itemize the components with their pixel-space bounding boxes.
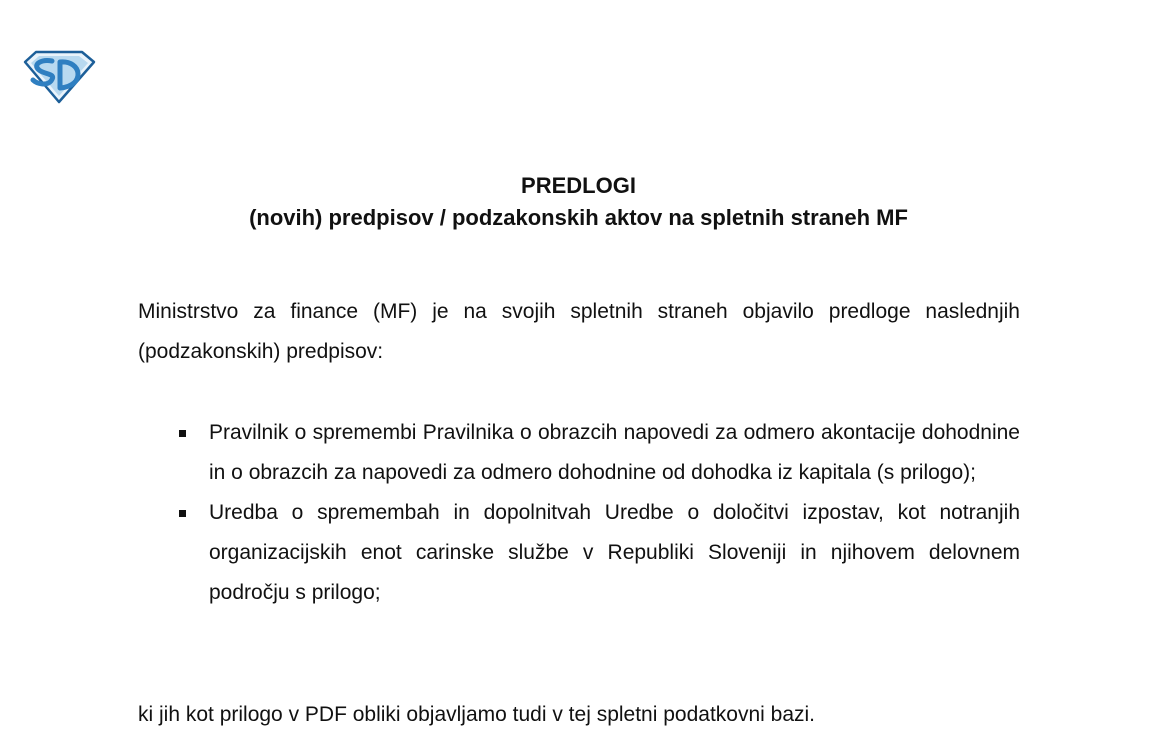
list-item <box>175 493 1020 613</box>
list-item-text: Uredba o spremembah in dopolnitvah Uredbe o določitvi izpostav, kot notranjih organizacijskih enot carinske službe v Republiki Sloveniji in njihovem delovnem področju s prilogo; <box>209 501 1020 604</box>
document-subtitle: (novih) predpisov / podzakonskih aktov na spletnih straneh MF <box>249 205 908 230</box>
list-item <box>175 413 1020 493</box>
sd-shield-logo-icon <box>22 48 96 104</box>
document-heading <box>0 170 1157 234</box>
regulation-list <box>175 413 1020 613</box>
square-bullet-icon <box>179 510 186 517</box>
closing-paragraph: ki jih kot prilogo v PDF obliki objavljamo tudi v tej spletni podatkovni bazi. <box>138 703 815 726</box>
square-bullet-icon <box>179 430 186 437</box>
intro-paragraph: Ministrstvo za finance (MF) je na svojih spletnih straneh objavilo predloge naslednjih (podzakonskih) predpisov: <box>138 300 1020 363</box>
list-item-text: Pravilnik o spremembi Pravilnika o obrazcih napovedi za odmero akontacije dohodnine in o obrazcih za napovedi za odmero dohodnine od dohodka iz kapitala (s prilogo); <box>209 421 1020 484</box>
document-title: PREDLOGI <box>521 173 636 198</box>
